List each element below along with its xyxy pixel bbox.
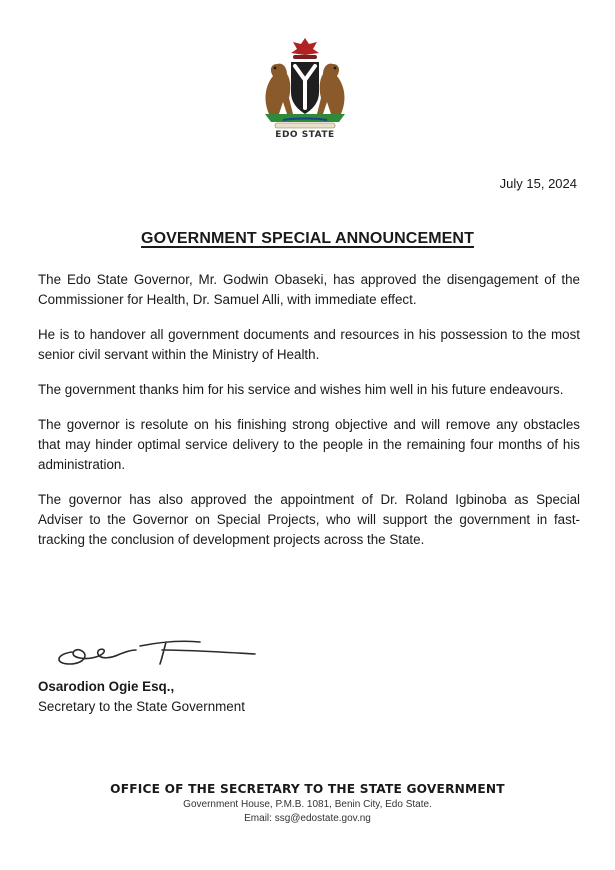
signatory-name: Osarodion Ogie Esq., (38, 679, 175, 694)
announcement-title (0, 230, 615, 248)
paragraph-4: The governor is resolute on his finishing strong objective and will remove any obstacles that may hinder optimal service delivery to the people in the remaining four months of his administration. (38, 417, 580, 472)
paragraph-5: The governor has also approved the appointment of Dr. Roland Igbinoba as Special Adviser to the Governor on Special Projects, who will support the government in fast-tracking the conclusion of development projects across the State. (38, 492, 580, 547)
coat-of-arms-icon (253, 34, 357, 134)
paragraph-3: The government thanks him for his service and wishes him well in his future endeavours. (38, 382, 564, 397)
announcement-body (38, 270, 580, 565)
office-email: Email: ssg@edostate.gov.ng (244, 813, 371, 824)
edo-state-crest (253, 34, 357, 142)
paragraph-1: The Edo State Governor, Mr. Godwin Obaseki, has approved the disengagement of the Commissioner for Health, Dr. Samuel Alli, with immediate effect. (38, 272, 580, 307)
handwritten-signature (50, 628, 265, 668)
office-address: Government House, P.M.B. 1081, Benin City, Edo State. (183, 799, 432, 810)
document-date: July 15, 2024 (499, 176, 577, 191)
crest-label: EDO STATE (275, 130, 335, 140)
paragraph-2: He is to handover all government documents and resources in his possession to the most senior civil servant within the Ministry of Health. (38, 327, 580, 362)
office-name: OFFICE OF THE SECRETARY TO THE STATE GOVERNMENT (110, 782, 505, 796)
announcement-title-text: GOVERNMENT SPECIAL ANNOUNCEMENT (141, 230, 474, 247)
signatory-title: Secretary to the State Government (38, 699, 245, 714)
footer (0, 782, 615, 824)
